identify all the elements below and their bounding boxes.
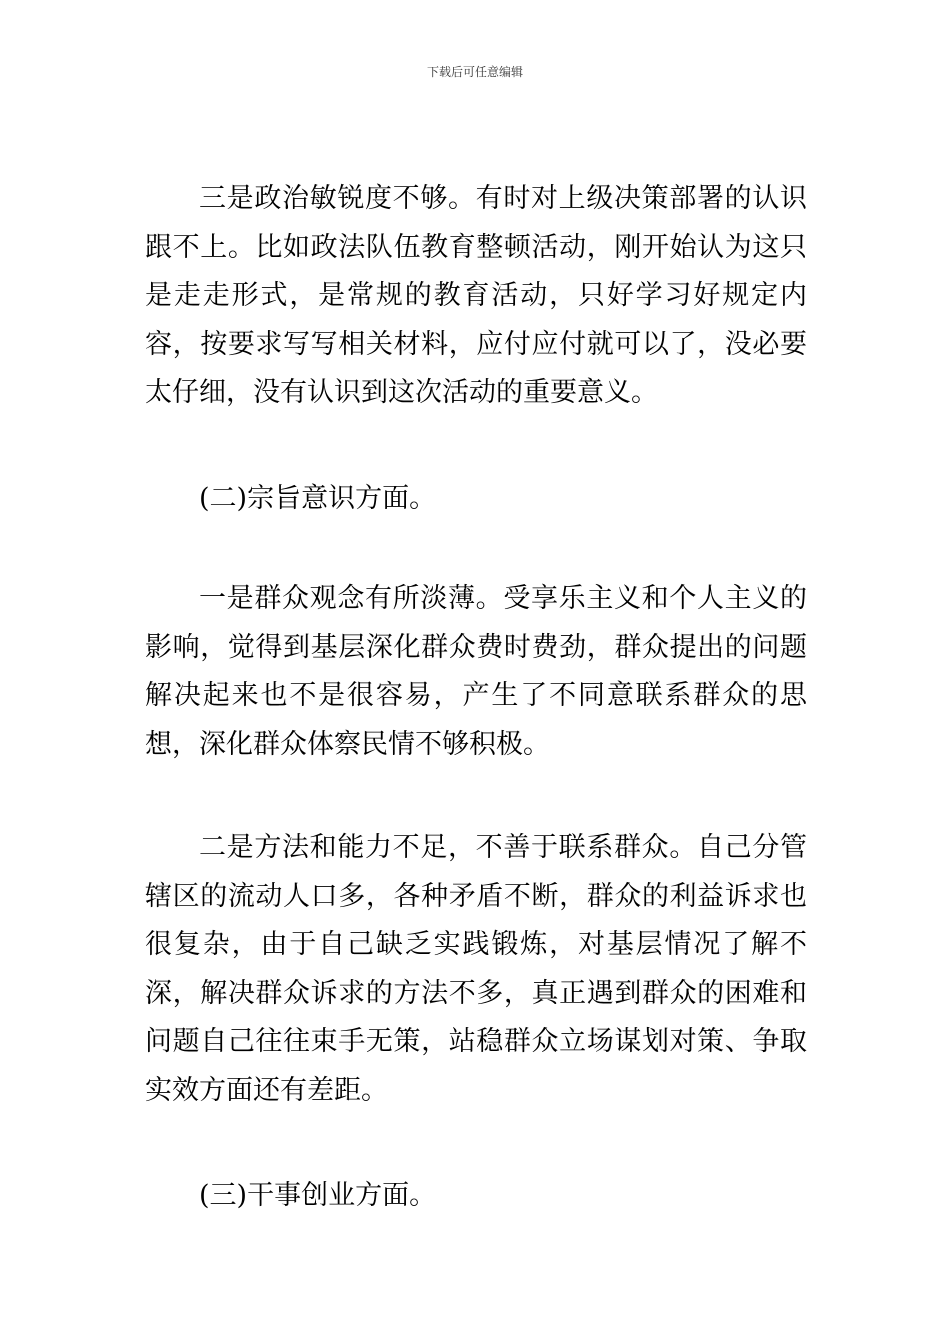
paragraph-methods-ability: 二是方法和能力不足，不善于联系群众。自己分管辖区的流动人口多，各种矛盾不断，群众的利益诉求也很复杂，由于自己缺乏实践锻炼，对基层情况了解不深，解决群众诉求的方法不多，真正遇到群众的困难和问题自己往往束手无策，站稳群众立场谋划对策、争取实效方面还有差距。 <box>145 832 807 1106</box>
page-header: 下载后可任意编辑 <box>426 65 523 79</box>
section-heading-entrepreneurship: (三)干事创业方面。 <box>199 1180 437 1211</box>
paragraph-mass-concept: 一是群众观念有所淡薄。受享乐主义和个人主义的影响，觉得到基层深化群众费时费劲，群众提出的问题解决起来也不是很容易，产生了不同意联系群众的思想，深化群众体察民情不够积极。 <box>145 583 807 760</box>
section-heading-purpose-awareness: (二)宗旨意识方面。 <box>199 483 437 514</box>
paragraph-political-sensitivity: 三是政治敏锐度不够。有时对上级决策部署的认识跟不上。比如政法队伍教育整顿活动，刚开始认为这只是走走形式，是常规的教育活动，只好学习好规定内容，按要求写写相关材料，应付应付就可以了，没必要太仔细，没有认识到这次活动的重要意义。 <box>145 183 807 408</box>
